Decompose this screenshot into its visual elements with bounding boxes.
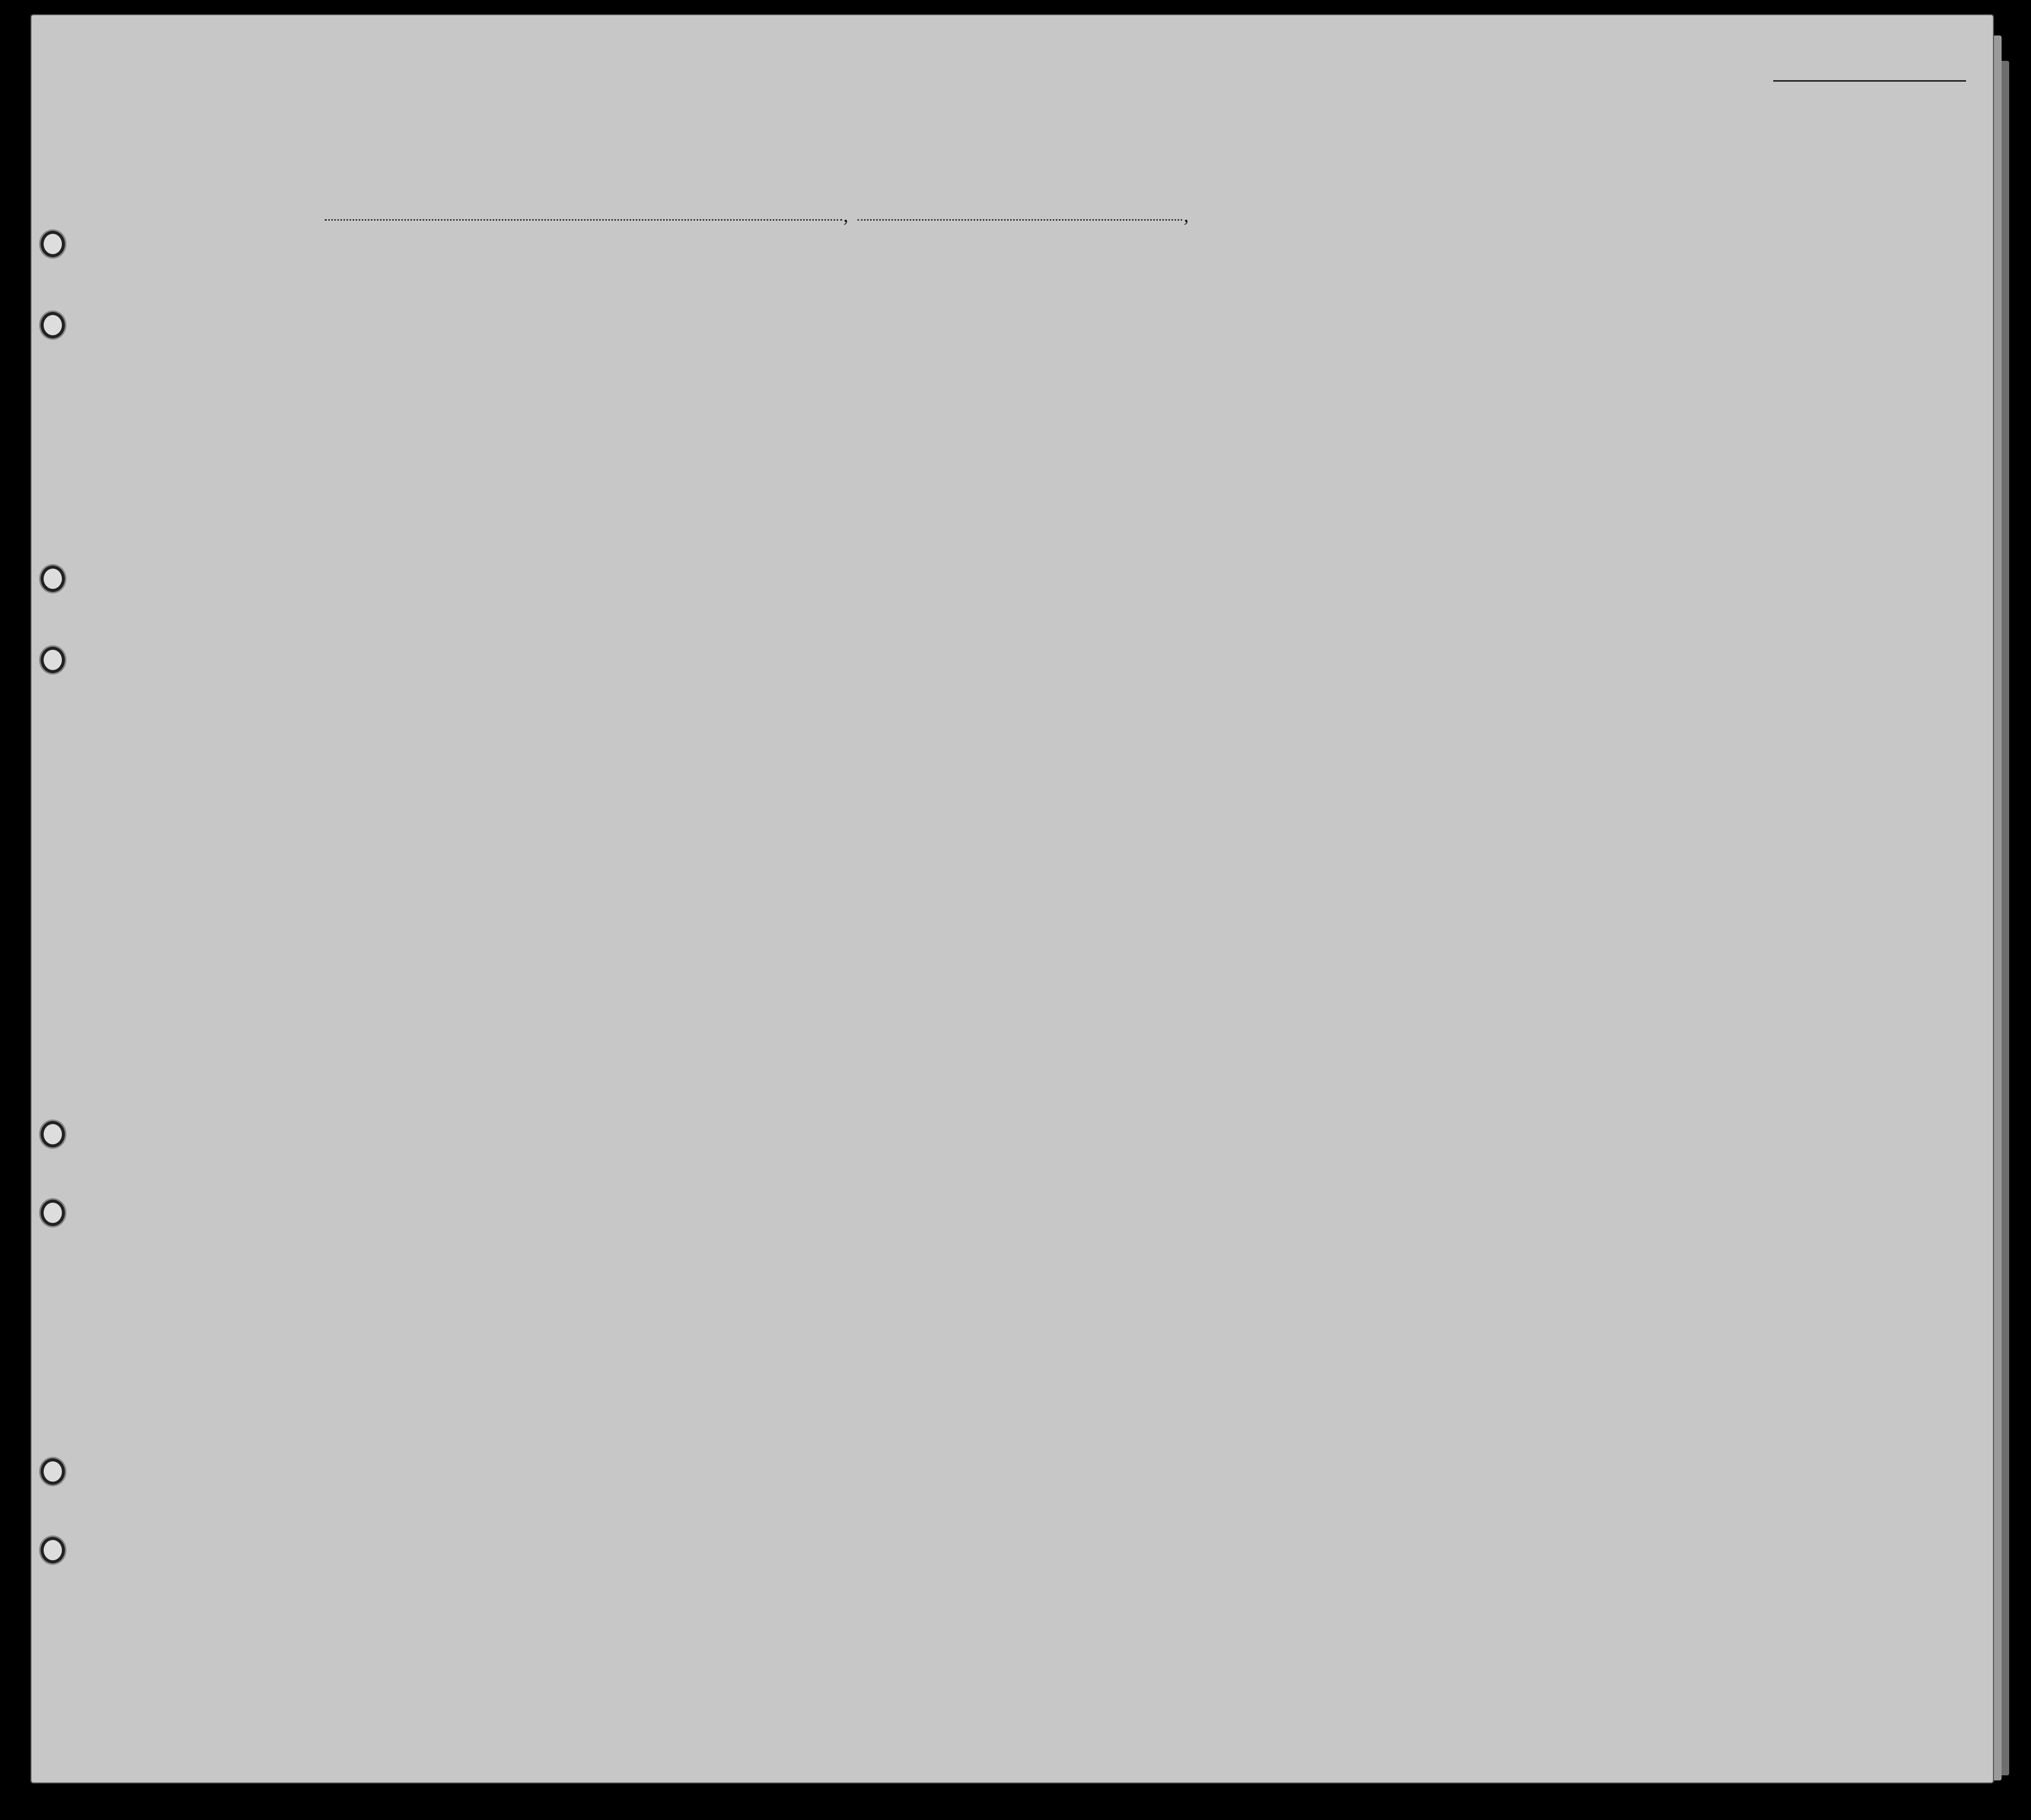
binder-hole [41, 1121, 65, 1147]
header-feet [1636, 345, 1649, 406]
binder-hole [41, 231, 65, 257]
header-polygamist [1324, 287, 1339, 403]
header-purpose-return [1129, 299, 1159, 406]
header-money [695, 282, 710, 413]
header-ticket [571, 284, 591, 406]
header-purpose-length [1187, 299, 1202, 406]
list-number-line [1773, 80, 1966, 82]
comma-separator: , [843, 203, 848, 226]
header-inches [1662, 345, 1674, 406]
header-purpose-citizen [1249, 299, 1264, 406]
binder-hole [41, 1458, 65, 1485]
manifest-sheet [30, 14, 1994, 1783]
header-overthrow [1370, 292, 1426, 408]
binder-hole [41, 566, 65, 592]
header-deported [1461, 299, 1487, 406]
header-labor-offer [1426, 292, 1461, 408]
comma-separator: , [1184, 203, 1189, 226]
binder-hole [41, 647, 65, 673]
header-anarchist [1351, 287, 1366, 403]
port-line [325, 219, 842, 221]
binder-hole [41, 1537, 65, 1563]
header-prison [1281, 299, 1301, 406]
binder-hole [41, 312, 65, 338]
binder-hole [41, 1200, 65, 1226]
date-line [857, 219, 1182, 221]
